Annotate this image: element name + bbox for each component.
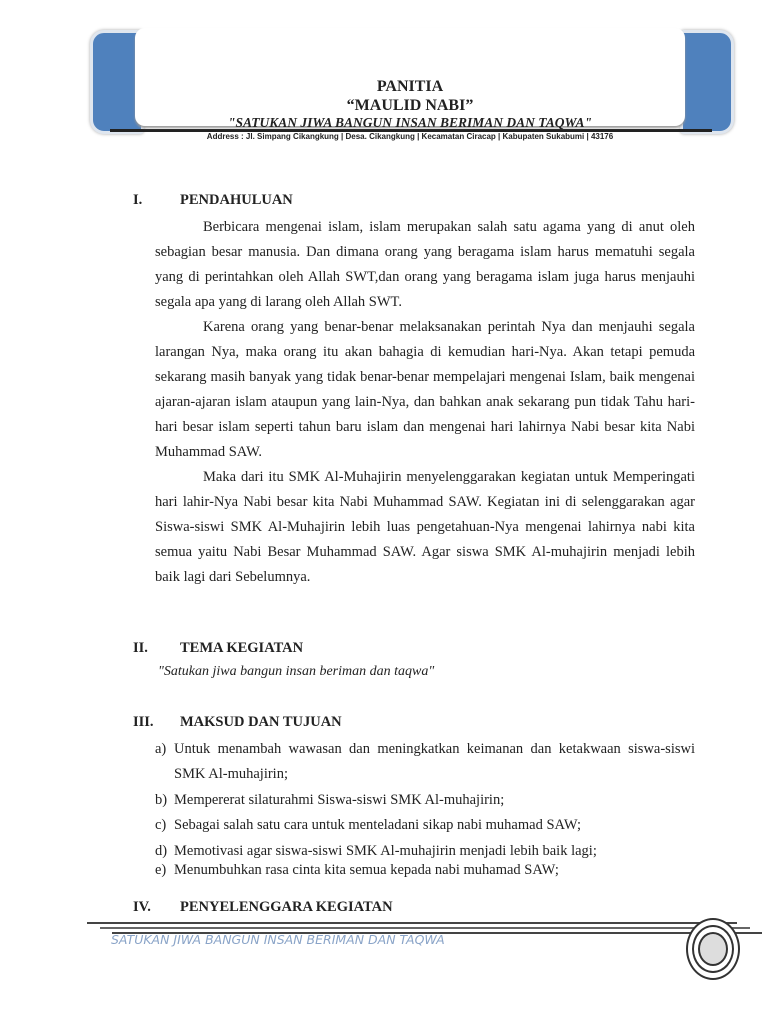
paragraph-text: Karena orang yang benar-benar melaksanakan perintah Nya dan menjauhi segala larangan Nya, maka orang itu akan bahagia di kemudian hari-Nya. Akan tetapi pemuda sekarang masih banyak yang tidak benar-benar mempelajari mengenai Islam, baik mengenai ajaran-ajaran islam ataupun yang lain-Nya, dan bahkan anak sekarang pun tidak Tahu hari-hari besar islam seperti tahun baru islam dan mengenai hari lahirnya Nabi besar kita Nabi Muhammad SAW. — [155, 319, 695, 460]
list-marker: a) — [155, 741, 167, 757]
list-marker: c) — [155, 817, 167, 833]
footer-motto: SATUKAN JIWA BANGUN INSAN BERIMAN DAN TAQWA — [111, 932, 445, 947]
intro-paragraph-2 — [155, 315, 695, 465]
section-number: II. — [133, 640, 148, 656]
letterhead-title: PANITIA — [376, 78, 444, 95]
list-text: Mempererat silaturahmi Siswa-siswi SMK Al-muhajirin; — [174, 792, 505, 808]
section-number: IV. — [133, 899, 151, 915]
goal-item — [155, 858, 695, 883]
goal-item — [155, 813, 695, 838]
list-text: Untuk menambah wawasan dan meningkatkan keimanan dan ketakwaan siswa-siswi SMK Al-muhajirin; — [174, 741, 695, 782]
list-marker: e) — [155, 862, 167, 878]
paragraph-text: Maka dari itu SMK Al-Muhajirin menyelenggarakan kegiatan untuk Memperingati hari lahir-Nya Nabi besar kita Nabi Muhammad SAW. Kegiatan ini di selenggarakan agar Siswa-siswi SMK Al-Muhajirin lebih luas pengetahuan-Nya mengenai lahirnya nabi kita semua yaitu Nabi Besar Muhammad SAW. Agar siswa SMK Al-muhajirin menjadi lebih baik lagi dari Sebelumnya. — [155, 469, 695, 585]
list-text: Menumbuhkan rasa cinta kita semua kepada nabi muhamad SAW; — [174, 862, 559, 878]
list-text: Sebagai salah satu cara untuk menteladani sikap nabi muhamad SAW; — [174, 817, 581, 833]
section-title: PENDAHULUAN — [180, 192, 293, 208]
list-marker: d) — [155, 843, 168, 859]
goal-item — [155, 788, 695, 813]
letterhead-motto: "SATUKAN JIWA BANGUN INSAN BERIMAN DAN TAQWA" — [227, 115, 593, 130]
letterhead — [135, 28, 685, 141]
section-title: TEMA KEGIATAN — [180, 640, 304, 656]
list-marker: b) — [155, 792, 168, 808]
theme-text: "Satukan jiwa bangun insan beriman dan taqwa" — [158, 664, 435, 679]
letterhead-address: Address : Jl. Simpang Cikangkung | Desa. Cikangkung | Kecamatan Ciracap | Kabupaten Sukabumi | 43176 — [206, 132, 614, 141]
footer-line — [87, 922, 737, 924]
footer-line — [100, 927, 750, 929]
section-number: I. — [133, 192, 143, 208]
paragraph-text: Berbicara mengenai islam, islam merupakan salah satu agama yang di anut oleh sebagian besar manusia. Dan dimana orang yang beragama islam harus mematuhi segala yang di perintahkan oleh Allah SWT,dan orang yang beragama islam juga harus menjauhi segala apa yang di larang oleh Allah SWT. — [155, 219, 695, 310]
goal-item — [155, 737, 695, 787]
section-title: PENYELENGGARA KEGIATAN — [180, 899, 393, 915]
footer-circle-icon — [698, 932, 728, 966]
list-text: Memotivasi agar siswa-siswi SMK Al-muhajirin menjadi lebih baik lagi; — [174, 843, 597, 859]
section-number: III. — [133, 714, 154, 730]
intro-paragraph-3 — [155, 465, 695, 590]
section-title: MAKSUD DAN TUJUAN — [180, 714, 342, 730]
header-right-band — [680, 30, 734, 134]
intro-paragraph-1 — [155, 215, 695, 315]
letterhead-subtitle: “MAULID NABI” — [346, 97, 474, 114]
